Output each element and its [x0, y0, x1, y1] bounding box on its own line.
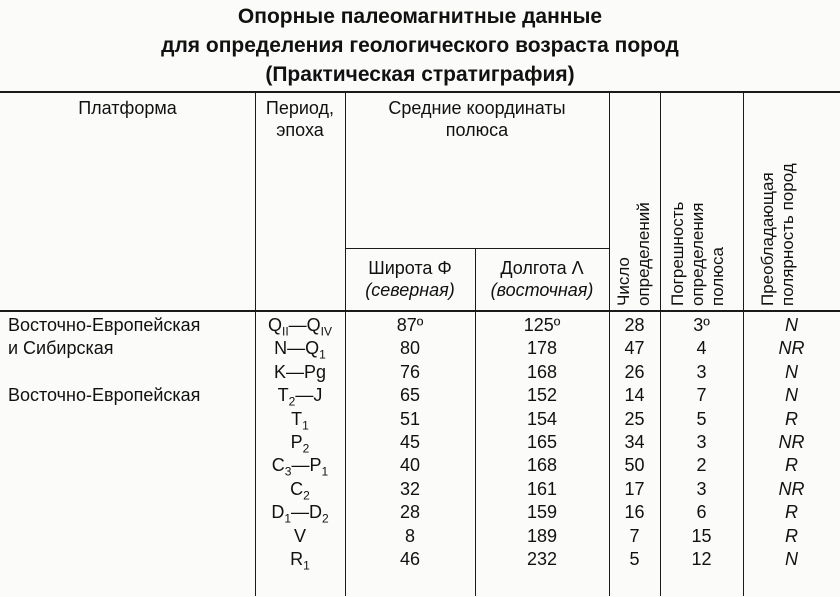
cell-count: 50: [624, 455, 645, 476]
cell-polarity: N: [785, 385, 798, 406]
pole-subheader-rule: [345, 248, 609, 249]
cell-error: 3: [696, 478, 707, 499]
cell-lat: 45: [399, 432, 421, 452]
cell-polarity: NR: [778, 432, 805, 452]
header-latitude-line2: (северная): [365, 280, 455, 300]
cell-polarity: R: [785, 408, 798, 429]
cell-count: 47: [624, 338, 645, 359]
cell-count: 5: [629, 549, 640, 569]
cell-error: 4: [696, 338, 707, 359]
header-longitude-line2: (восточная): [490, 280, 594, 300]
header-error-line1: Погрешность: [668, 201, 687, 306]
cell-period: $P_2$: [290, 432, 310, 456]
header-platform: [0, 97, 255, 119]
cell-lon: 168: [526, 455, 558, 476]
cell-count: 25: [624, 408, 645, 429]
header-error-line2: определения: [688, 202, 707, 306]
cell-period: V: [293, 525, 306, 546]
header-latitude: [345, 257, 475, 301]
header-polarity: [758, 163, 798, 306]
cell-error: 3: [696, 432, 707, 452]
cell-lon: 152: [526, 385, 558, 406]
cell-error: 12: [691, 549, 712, 569]
table-title: [0, 2, 840, 89]
cell-error: 5: [696, 408, 707, 429]
header-count: [614, 202, 654, 306]
cell-polarity: N: [785, 549, 798, 569]
cell-period: $R_1$: [290, 549, 310, 573]
cell-polarity: NR: [778, 338, 805, 359]
cell-error: 3: [696, 361, 707, 382]
cell-platform: и Сибирская: [8, 338, 114, 359]
cell-lon: 165: [526, 432, 558, 452]
header-longitude-line1: Долгота Λ: [500, 258, 584, 278]
cell-period: $D_1—D_2$: [271, 502, 329, 526]
cell-period: $T_1$: [291, 408, 309, 433]
cell-lat: 32: [399, 478, 421, 499]
cell-lat: 28: [399, 502, 421, 523]
cell-lat: 8: [404, 525, 415, 546]
cell-lon: 178: [526, 338, 558, 359]
cell-period: $Q_{II}—Q_{IV}$: [267, 315, 333, 339]
cell-lat: 80: [399, 338, 421, 359]
header-longitude: [475, 257, 609, 301]
header-error-line3: полюса: [708, 247, 727, 306]
header-count-line1: Число: [614, 257, 633, 306]
header-pole-line1: Средние координаты: [388, 98, 566, 118]
cell-lat: 40: [399, 455, 421, 476]
title-line-3: (Практическая стратиграфия): [265, 63, 575, 86]
cell-count: 14: [624, 385, 645, 406]
header-period: [255, 97, 345, 141]
cell-error: 6: [696, 502, 707, 523]
cell-error: 15: [691, 525, 712, 546]
header-polarity-line2: полярность пород: [778, 163, 797, 306]
cell-polarity: R: [785, 525, 798, 546]
cell-count: 28: [624, 315, 645, 335]
top-rule: [0, 91, 840, 93]
cell-lon: 161: [526, 478, 558, 499]
cell-polarity: R: [785, 455, 798, 476]
cell-lat: 65: [399, 385, 421, 406]
cell-polarity: NR: [778, 478, 805, 499]
cell-period: $N—Q_1$: [274, 338, 326, 362]
cell-period: K—Pg: [273, 361, 327, 382]
cell-lon: 232: [526, 549, 558, 569]
header-error: [668, 202, 728, 306]
cell-lat: 76: [399, 361, 421, 382]
header-pole: [345, 97, 609, 141]
cell-lat: 51: [399, 408, 421, 429]
cell-error: 7: [696, 385, 707, 406]
cell-lon: 154: [526, 408, 558, 429]
cell-polarity: N: [785, 315, 798, 335]
header-period-line2: эпоха: [276, 120, 324, 140]
cell-count: 17: [624, 478, 645, 499]
header-platform-text: Платформа: [78, 98, 177, 118]
header-polarity-line1: Преобладающая: [758, 172, 777, 306]
cell-error: 2: [696, 455, 707, 476]
cell-period: $C_2$: [290, 478, 310, 503]
title-line-1: Опорные палеомагнитные данные: [237, 5, 603, 28]
header-period-line1: Период,: [265, 98, 335, 118]
cell-lon: 168: [526, 361, 558, 382]
cell-lon: 189: [526, 525, 558, 546]
title-line-2: для определения геологического возраста пород: [161, 34, 679, 57]
cell-count: 16: [624, 502, 645, 523]
cell-platform: Восточно-Европейская: [8, 385, 201, 406]
header-bottom-rule: [0, 310, 840, 312]
header-latitude-line1: Широта Φ: [368, 258, 452, 278]
cell-polarity: R: [785, 502, 798, 523]
cell-period: $T_2—J$: [277, 385, 323, 409]
cell-error: 3º: [693, 315, 710, 335]
cell-count: 34: [624, 432, 645, 452]
cell-lon: 159: [526, 502, 558, 523]
cell-period: $C_3—P_1$: [271, 455, 329, 479]
cell-count: 7: [629, 525, 640, 546]
header-count-line2: определений: [634, 202, 653, 306]
cell-count: 26: [624, 361, 645, 382]
cell-lat: 87º: [396, 315, 424, 335]
cell-lon: 125º: [523, 315, 561, 335]
cell-platform: Восточно-Европейская: [8, 315, 201, 335]
cell-polarity: N: [785, 361, 798, 382]
header-pole-line2: полюса: [445, 120, 509, 140]
cell-lat: 46: [399, 549, 421, 569]
